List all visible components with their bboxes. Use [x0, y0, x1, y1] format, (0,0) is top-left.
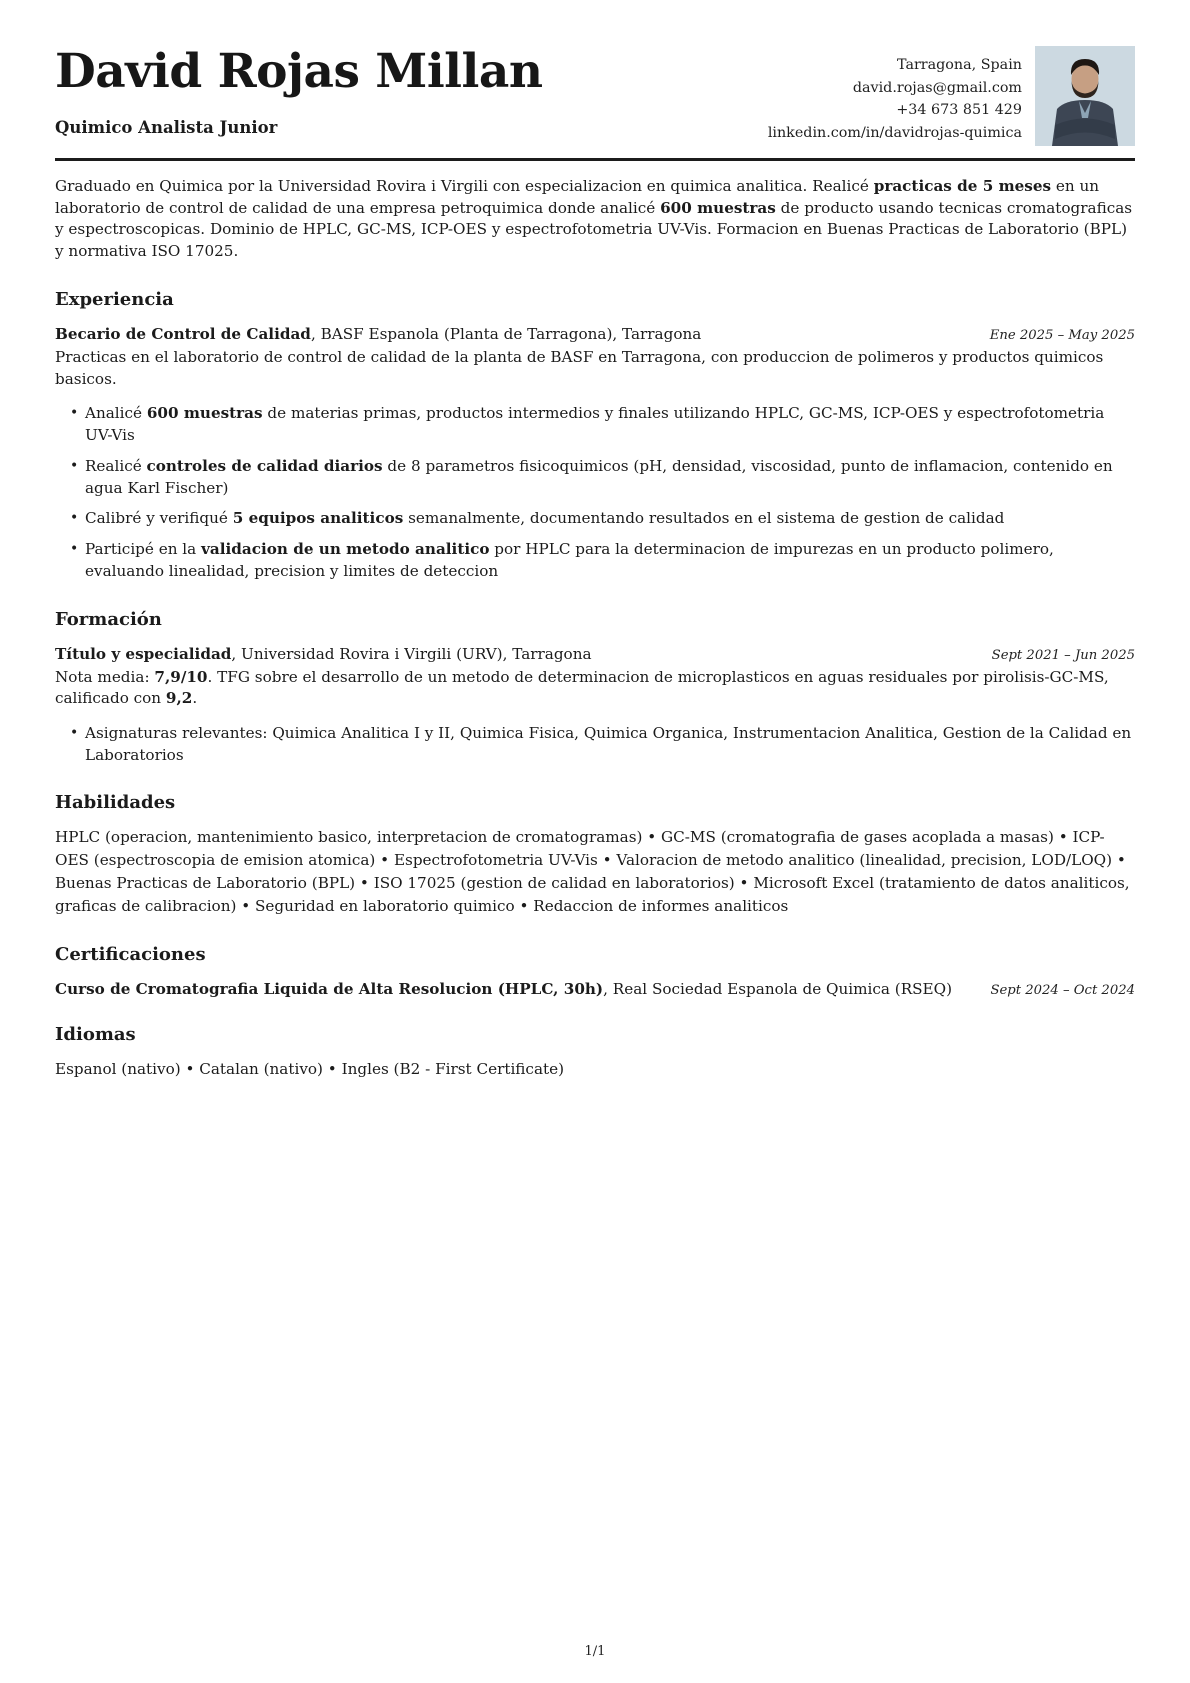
experience-bullet-list [55, 403, 1135, 582]
experience-bullet: • Participé en la validacion de un metodo analitico por HPLC para la determinacion de impurezas en un producto polimero, evaluando linealidad, precision y limites de deteccion [85, 539, 1135, 582]
education-dates: Sept 2021 – Jun 2025 [991, 647, 1135, 663]
certification-org: , Real Sociedad Espanola de Quimica (RSEQ) [603, 979, 952, 998]
summary-paragraph: Graduado en Quimica por la Universidad Rovira i Virgili con especializacion en quimica analitica. Realicé practicas de 5 meses en un laboratorio de control de calidad de una empresa petroquimica donde analicé 600 muestras de producto usando tecnicas cromatograficas y espectroscopicas. Dominio de HPLC, GC-MS, ICP-OES y espectrofotometria UV-Vis. Formacion en Buenas Practicas de Laboratorio (BPL) y normativa ISO 17025. [55, 177, 1133, 261]
experience-role: Becario de Control de Calidad [55, 324, 311, 343]
header-left [55, 46, 543, 137]
header-divider [55, 158, 1135, 161]
experience-entry [55, 325, 1135, 583]
person-portrait-illustration [1035, 46, 1135, 146]
experience-bullet: • Calibré y verifiqué 5 equipos analiticos semanalmente, documentando resultados en el sistema de gestion de calidad [85, 508, 1135, 530]
experience-bullet: • Analicé 600 muestras de materias primas, productos intermedios y finales utilizando HPLC, GC-MS, ICP-OES y espectrofotometria UV-Vis [85, 403, 1135, 446]
experience-bullet: • Realicé controles de calidad diarios de 8 parametros fisicoquimicos (pH, densidad, viscosidad, punto de inflamacion, contenido en agua Karl Fischer) [85, 456, 1135, 499]
education-description: Nota media: 7,9/10. TFG sobre el desarrollo de un metodo de determinacion de microplasticos en aguas residuales por pirolisis-GC-MS, calificado con 9,2. [55, 667, 1109, 708]
education-entry-header [55, 645, 1135, 663]
education-degree: Título y especialidad [55, 644, 232, 663]
experience-org: , BASF Espanola (Planta de Tarragona), Tarragona [310, 324, 702, 343]
header-right [768, 46, 1135, 146]
section-heading-experience: Experiencia [55, 288, 174, 310]
profile-photo [1035, 46, 1135, 146]
contact-linkedin: linkedin.com/in/davidrojas-quimica [767, 124, 1022, 141]
skills-text: HPLC (operacion, mantenimiento basico, interpretacion de cromatogramas) • GC-MS (cromatografia de gases acoplada a masas) • ICP-OES (espectroscopia de emision atomica) • Espectrofotometria UV-Vis • Valoracion de metodo analitico (linealidad, precision, LOD/LOQ) • Buenas Practicas de Laboratorio (BPL) • ISO 17025 (gestion de calidad en laboratorios) • Microsoft Excel (tratamiento de datos analiticos, graficas de calibracion) • Seguridad en laboratorio quimico • Redaccion de informes analiticos [55, 828, 1130, 915]
section-heading-skills: Habilidades [55, 792, 176, 814]
page-number-indicator: 1/1 [584, 1644, 606, 1659]
certification-name: Curso de Cromatografia Liquida de Alta Resolucion (HPLC, 30h) [55, 979, 604, 998]
contact-phone: +34 673 851 429 [896, 102, 1022, 119]
education-entry [55, 645, 1135, 767]
job-title: Quimico Analista Junior [55, 117, 278, 137]
certification-entry-header [55, 980, 1135, 998]
education-bullet: • Asignaturas relevantes: Quimica Analitica I y II, Quimica Fisica, Quimica Organica, Instrumentacion Analitica, Gestion de la Calidad en Laboratorios [85, 723, 1135, 766]
section-heading-education: Formación [55, 608, 162, 630]
person-name: David Rojas Millan [55, 44, 543, 99]
experience-entry-title [55, 325, 701, 343]
contact-info [768, 46, 1022, 144]
section-heading-certifications: Certificaciones [55, 943, 206, 965]
experience-dates: Ene 2025 – May 2025 [989, 327, 1135, 343]
certification-dates: Sept 2024 – Oct 2024 [990, 982, 1135, 998]
languages-text: Espanol (nativo) • Catalan (nativo) • Ingles (B2 - First Certificate) [55, 1059, 565, 1078]
education-org: , Universidad Rovira i Virgili (URV), Tarragona [231, 644, 592, 663]
experience-description: Practicas en el laboratorio de control de calidad de la planta de BASF en Tarragona, con produccion de polimeros y productos quimicos basicos. [55, 347, 1104, 388]
certification-entry-title [55, 980, 952, 998]
experience-entry-header [55, 325, 1135, 343]
contact-location: Tarragona, Spain [897, 57, 1022, 73]
education-bullet-list [55, 723, 1135, 766]
education-entry-title [55, 645, 592, 663]
section-heading-languages: Idiomas [55, 1023, 136, 1045]
contact-email: david.rojas@gmail.com [852, 79, 1022, 96]
header [55, 46, 1135, 146]
